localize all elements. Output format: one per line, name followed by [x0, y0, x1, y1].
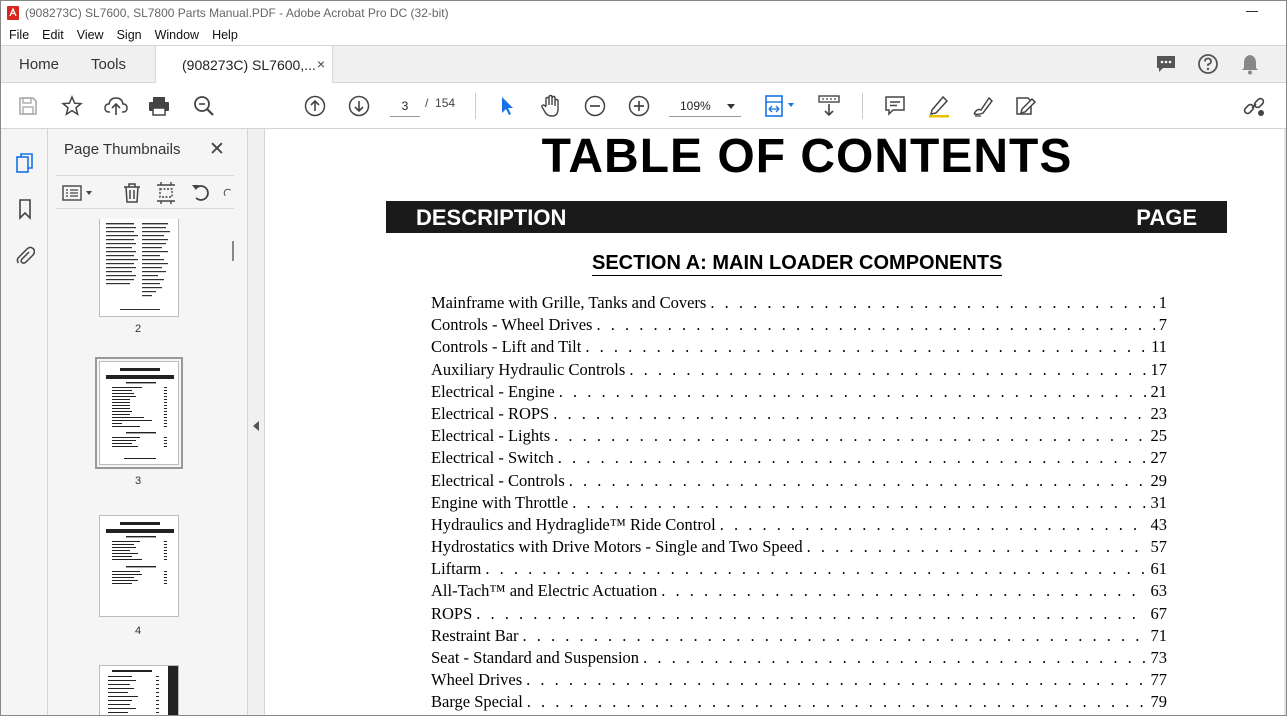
- zoom-out-icon[interactable]: [583, 94, 607, 118]
- previous-page-icon[interactable]: [303, 94, 327, 118]
- toc-entry-page: 61: [1150, 559, 1167, 579]
- title-bar: [1, 1, 1286, 25]
- tab-tools[interactable]: Tools: [91, 56, 127, 73]
- toc-entry-name: All-Tach™ and Electric Actuation: [431, 581, 661, 601]
- toc-entry-name: Hydraulics and Hydraglide™ Ride Control: [431, 515, 720, 535]
- page-separator: /: [425, 96, 429, 110]
- toc-entry-page: 25: [1150, 426, 1167, 446]
- tab-document[interactable]: [155, 46, 333, 84]
- highlight-pen-icon[interactable]: [927, 94, 951, 118]
- toolbar-divider: [475, 93, 476, 119]
- toc-leader-dots: [558, 448, 1147, 468]
- toc-entry-name: Electrical - Engine: [431, 382, 559, 402]
- toc-entry-page: 77: [1150, 670, 1167, 690]
- menu-window[interactable]: Window: [154, 28, 200, 42]
- toc-entry-page: 17: [1150, 359, 1167, 379]
- star-bookmark-icon[interactable]: [60, 94, 84, 118]
- bookmarks-icon[interactable]: [13, 197, 37, 221]
- toc-entry[interactable]: [431, 315, 1167, 337]
- toc-leader-dots: [720, 515, 1147, 535]
- menu-edit[interactable]: Edit: [42, 28, 64, 42]
- toc-leader-dots: [629, 360, 1146, 380]
- toc-entry-name: Engine with Throttle: [431, 493, 572, 513]
- find-zoom-icon[interactable]: [192, 94, 216, 118]
- toc-leader-dots: [585, 337, 1147, 357]
- panel-title: Page Thumbnails: [64, 141, 181, 158]
- toc-leader-dots: [643, 648, 1146, 668]
- toc-leader-dots: [554, 426, 1146, 446]
- thumbnail-toolbar: [56, 175, 234, 209]
- thumbnail-list: [48, 219, 228, 716]
- minimize-button[interactable]: [1246, 11, 1258, 12]
- stamp-edit-icon[interactable]: [1014, 94, 1038, 118]
- page-thumbnail[interactable]: [99, 665, 179, 716]
- acrobat-app-icon: [7, 6, 19, 20]
- toc-entry[interactable]: [431, 515, 1167, 537]
- delete-page-icon[interactable]: [120, 181, 144, 205]
- menu-view[interactable]: View: [76, 28, 104, 42]
- toc-entry-name: Electrical - ROPS: [431, 404, 553, 424]
- zoom-level-value: 109%: [680, 99, 711, 113]
- rotate-clockwise-icon[interactable]: [222, 181, 234, 205]
- document-scrollbar[interactable]: [1284, 129, 1286, 716]
- toc-entry-page: 7: [1158, 315, 1167, 335]
- collapse-panel-handle[interactable]: [248, 129, 265, 716]
- next-page-icon[interactable]: [347, 94, 371, 118]
- toc-entry-page: 29: [1150, 470, 1167, 490]
- toc-entry[interactable]: [431, 471, 1167, 493]
- page-thumbnails-icon[interactable]: [13, 151, 37, 175]
- save-icon[interactable]: [16, 94, 40, 118]
- toc-header-bar: [386, 201, 1227, 233]
- toc-entry[interactable]: [431, 581, 1167, 603]
- fit-page-icon[interactable]: [763, 94, 797, 118]
- toc-leader-dots: [596, 315, 1154, 335]
- help-icon[interactable]: [1196, 52, 1220, 76]
- toc-entry[interactable]: [431, 382, 1167, 404]
- page-thumbnail[interactable]: [99, 515, 179, 617]
- toc-leader-dots: [559, 382, 1147, 402]
- toc-entry[interactable]: [431, 537, 1167, 559]
- tab-home[interactable]: Home: [19, 56, 60, 73]
- toc-leader-dots: [807, 537, 1147, 557]
- draw-freeform-icon[interactable]: [971, 94, 995, 118]
- toc-leader-dots: [527, 692, 1147, 712]
- toc-leader-dots: [569, 471, 1147, 491]
- left-navigation-pane: [1, 129, 48, 716]
- toc-entry[interactable]: [431, 604, 1167, 626]
- rotate-counterclockwise-icon[interactable]: [189, 181, 213, 205]
- toc-entry-page: 71: [1150, 625, 1167, 645]
- toc-entry[interactable]: [431, 448, 1167, 470]
- hand-tool-icon[interactable]: [539, 94, 563, 118]
- thumbnail-options-icon[interactable]: [62, 181, 96, 205]
- toc-entry-name: Restraint Bar: [431, 626, 523, 646]
- toc-leader-dots: [523, 626, 1147, 646]
- toc-entry[interactable]: [431, 493, 1167, 515]
- toc-entry-page: 21: [1150, 381, 1167, 401]
- tab-document-label: (908273C) SL7600,...: [182, 57, 316, 73]
- document-view[interactable]: [265, 129, 1286, 716]
- add-comment-icon[interactable]: [883, 94, 907, 118]
- window-title: (908273C) SL7600, SL7800 Parts Manual.PDF - Adobe Acrobat Pro DC (32-bit): [25, 6, 449, 20]
- toc-entry-page: 73: [1150, 648, 1167, 667]
- toolbar-divider: [862, 93, 863, 119]
- toc-entry-name: Seat - Standard and Suspension: [431, 648, 643, 668]
- thumbnail-page-label: 2: [134, 323, 142, 335]
- toc-entry-page: 43: [1150, 514, 1167, 534]
- thumbnail-scrollbar[interactable]: [232, 241, 234, 261]
- toc-entry-name: Hydrostatics with Drive Motors - Single and Two Speed: [431, 537, 807, 557]
- page-thumbnail[interactable]: [99, 219, 179, 317]
- zoom-in-icon[interactable]: [627, 94, 651, 118]
- zoom-level-select[interactable]: [669, 95, 741, 117]
- total-pages: 154: [435, 96, 456, 110]
- thumbnail-page-label: 3: [134, 475, 142, 487]
- page-thumbnail-selected[interactable]: [99, 361, 179, 465]
- share-link-icon[interactable]: [1242, 94, 1266, 118]
- toc-entry-name: Auxiliary Hydraulic Controls: [431, 360, 629, 380]
- toc-entry-name: Wheel Drives: [431, 670, 526, 690]
- tabbar-actions: [1154, 52, 1262, 76]
- toc-leader-dots: [661, 581, 1146, 601]
- upload-cloud-icon[interactable]: [104, 94, 128, 118]
- toc-entry[interactable]: [431, 426, 1167, 448]
- menu-sign[interactable]: Sign: [116, 28, 142, 42]
- toc-entry-page: 1: [1158, 293, 1167, 312]
- toc-entry-name: Controls - Lift and Tilt: [431, 337, 585, 357]
- notification-bell-icon[interactable]: [1238, 52, 1262, 76]
- toc-entry-page: 27: [1150, 448, 1167, 468]
- comment-bubble-icon[interactable]: [1154, 52, 1178, 76]
- print-icon[interactable]: [147, 94, 171, 118]
- toc-entry-name: Mainframe with Grille, Tanks and Covers: [431, 293, 710, 313]
- toc-entry[interactable]: [431, 404, 1167, 426]
- toc-entry[interactable]: [431, 559, 1167, 581]
- extract-pages-icon[interactable]: [154, 181, 178, 205]
- toc-leader-dots: [485, 559, 1146, 579]
- toc-entry[interactable]: [431, 648, 1167, 670]
- toc-entry[interactable]: [431, 337, 1167, 359]
- toc-entry-name: Electrical - Switch: [431, 448, 558, 468]
- toc-entry[interactable]: [431, 692, 1167, 714]
- toc-entry[interactable]: [431, 670, 1167, 692]
- toc-entry-name: Barge Special: [431, 692, 527, 712]
- toc-entry[interactable]: [431, 293, 1167, 315]
- select-cursor-icon[interactable]: [495, 94, 519, 118]
- toc-entry-page: 23: [1150, 403, 1167, 423]
- toc-entry-name: Controls - Wheel Drives: [431, 315, 596, 335]
- toc-entry-list: [431, 293, 1167, 715]
- toc-entry-name: Electrical - Controls: [431, 471, 569, 491]
- header-description: DESCRIPTION: [416, 205, 567, 230]
- scroll-mode-icon[interactable]: [817, 94, 841, 118]
- toc-entry-page: 79: [1150, 692, 1167, 712]
- toc-leader-dots: [710, 293, 1154, 313]
- page-thumbnails-panel: [48, 129, 248, 716]
- toc-entry-page: 31: [1150, 492, 1167, 512]
- toc-leader-dots: [553, 404, 1146, 424]
- page-count: [425, 96, 455, 110]
- toc-entry-page: 11: [1151, 337, 1167, 357]
- toc-leader-dots: [572, 493, 1146, 513]
- collapse-arrow-icon: [253, 421, 259, 431]
- section-title: SECTION A: MAIN LOADER COMPONENTS: [592, 252, 1003, 274]
- menu-file[interactable]: File: [9, 28, 30, 42]
- thumbnail-page-label: 4: [134, 625, 142, 637]
- menu-help[interactable]: Help: [212, 28, 238, 42]
- toc-entry-name: Electrical - Lights: [431, 426, 554, 446]
- main-toolbar: [1, 83, 1286, 129]
- chevron-down-icon: [727, 104, 735, 109]
- toc-entry-page: 67: [1150, 603, 1167, 623]
- tab-close-icon[interactable]: ×: [316, 56, 325, 72]
- menu-bar: [1, 25, 1286, 45]
- toc-entry-name: Liftarm: [431, 559, 485, 579]
- toc-entry-page: 63: [1150, 581, 1167, 601]
- toc-leader-dots: [526, 670, 1146, 690]
- toc-entry-page: 57: [1150, 537, 1167, 557]
- tab-bar: [1, 45, 1286, 83]
- toc-title: TABLE OF CONTENTS: [541, 130, 1073, 183]
- toc-entry[interactable]: [431, 626, 1167, 648]
- header-page: PAGE: [1136, 205, 1197, 230]
- toc-entry-name: ROPS: [431, 604, 476, 624]
- attachments-paperclip-icon[interactable]: [13, 243, 37, 267]
- close-panel-icon[interactable]: ✕: [209, 139, 225, 160]
- toc-leader-dots: [476, 604, 1146, 624]
- current-page-input[interactable]: 3: [390, 95, 420, 117]
- toc-entry[interactable]: [431, 360, 1167, 382]
